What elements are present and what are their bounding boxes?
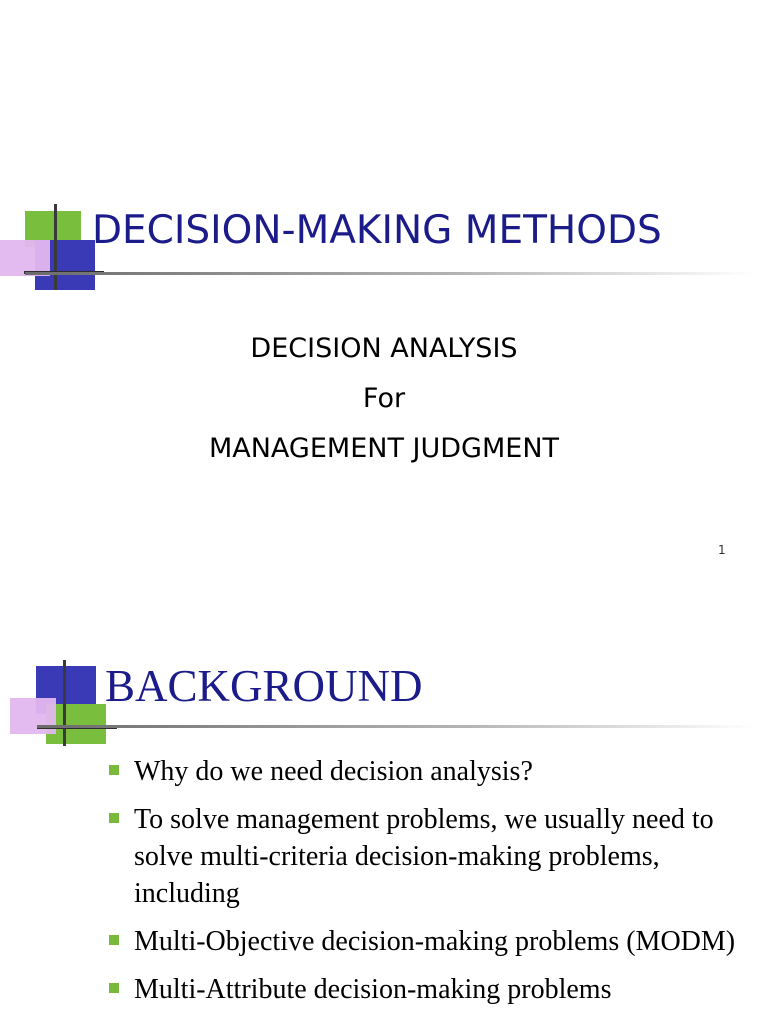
list-item xyxy=(107,923,747,960)
bullet-text: Multi-Objective decision-making problems (MODM) xyxy=(134,926,736,957)
title-underline xyxy=(37,725,755,728)
list-item xyxy=(107,753,747,790)
square-bullet-icon xyxy=(109,983,119,993)
square-bullet-icon xyxy=(109,765,119,775)
vertical-line-shape xyxy=(54,204,57,290)
list-item xyxy=(107,971,747,1008)
square-bullet-icon xyxy=(109,935,119,945)
subtitle-line: DECISION ANALYSIS xyxy=(250,333,518,364)
bullet-text: Why do we need decision analysis? xyxy=(134,756,533,787)
bullet-text: Multi-Attribute decision-making problems xyxy=(134,974,612,1005)
title-underline xyxy=(25,272,755,275)
list-item xyxy=(107,801,747,912)
slide-title: BACKGROUND xyxy=(105,661,423,711)
bullet-list xyxy=(107,753,747,1019)
square-bullet-icon xyxy=(109,813,119,823)
slide-title: DECISION-MAKING METHODS xyxy=(92,208,662,253)
title-decoration xyxy=(0,658,120,753)
subtitle-line: For xyxy=(362,383,406,414)
subtitle-line: MANAGEMENT JUDGMENT xyxy=(208,433,560,464)
slide-2 xyxy=(0,590,768,1024)
bullet-text: To solve management problems, we usually need to solve multi-criteria decision-making problems, including xyxy=(134,804,714,909)
page-number: 1 xyxy=(718,543,726,557)
vertical-line-shape xyxy=(63,660,66,746)
